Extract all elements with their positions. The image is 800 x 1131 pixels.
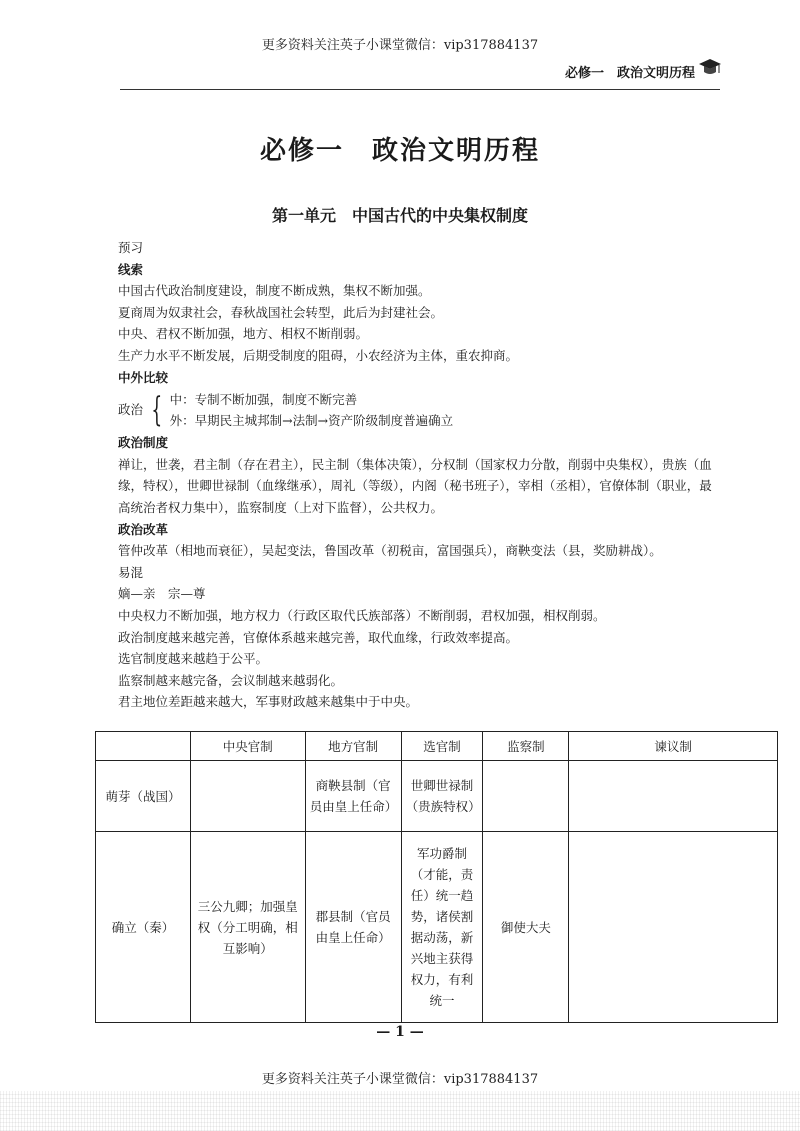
watermark-top: 更多资料关注英子小课堂微信：vip317884137 [261, 38, 539, 53]
clue-line: 中国古代政治制度建设，制度不断成熟，集权不断加强。 [118, 283, 431, 299]
clue-heading: 线索 [118, 261, 144, 277]
confuse-line: 君主地位差距越来越大，军事财政越来越集中于中央。 [118, 694, 419, 710]
reform-text: 管仲改革（相地而衰征），吴起变法，鲁国改革（初税亩，富国强兵），商鞅变法（县，奖励耕战）。 [118, 543, 662, 559]
table-cell: 三公九卿；加强皇权（分工明确，相互影响） [190, 832, 305, 1023]
table-cell: 御使大夫 [483, 832, 569, 1023]
table-header-row [96, 732, 778, 761]
watermark-bottom: 更多资料关注英子小课堂微信：vip317884137 [261, 1072, 539, 1087]
table-cell: 确立（秦） [96, 832, 191, 1023]
page-number: — 1 — [376, 1024, 424, 1040]
confuse-line: 政治制度越来越完善，官僚体系越来越完善，取代血缘，行政效率提高。 [118, 629, 519, 645]
compare-heading: 中外比较 [118, 369, 169, 385]
clue-line: 中央、君权不断加强，地方、相权不断削弱。 [118, 326, 369, 342]
page-title: 必修一 政治文明历程 [259, 136, 540, 166]
table-cell [569, 761, 778, 832]
table-row [96, 832, 778, 1023]
clue-line: 生产力水平不断发展，后期受制度的阻碍，小农经济为主体，重农抑商。 [118, 347, 519, 363]
brace-icon: { [151, 390, 163, 431]
clue-line: 夏商周为奴隶社会，春秋战国社会转型，此后为封建社会。 [118, 304, 444, 320]
table-cell [483, 761, 569, 832]
table-header-cell: 中央官制 [190, 732, 305, 761]
confuse-line: 中央权力不断加强，地方权力（行政区取代氏族部落）不断削弱，君权加强，相权削弱。 [118, 607, 606, 623]
reform-heading: 政治改革 [118, 521, 169, 537]
table-cell: 商鞅县制（官员由皇上任命） [305, 761, 401, 832]
system-heading: 政治制度 [118, 435, 169, 451]
compare-line: 中：专制不断加强，制度不断完善 [169, 392, 358, 408]
system-table [95, 731, 778, 1023]
confuse-line: 选官制度越来越趋于公平。 [118, 651, 269, 667]
body-text [118, 237, 718, 713]
table-cell: 萌芽（战国） [96, 761, 191, 832]
table-cell: 世卿世禄制（贵族特权） [401, 761, 483, 832]
table-header-cell [96, 732, 191, 761]
compare-line: 外：早期民主城邦制→法制→资产阶级制度普遍确立 [169, 413, 454, 429]
confuse-line: 监察制越来越完备，会议制越来越弱化。 [118, 672, 344, 688]
table-header-cell: 监察制 [483, 732, 569, 761]
table-row [96, 761, 778, 832]
compare-brace-block [118, 388, 718, 432]
table-cell: 郡县制（官员由皇上任命） [305, 832, 401, 1023]
preview-label: 预习 [118, 240, 144, 255]
table-cell [569, 832, 778, 1023]
table-header-cell: 地方官制 [305, 732, 401, 761]
compare-label: 政治 [118, 402, 144, 418]
running-header: 必修一 政治文明历程 [564, 66, 695, 81]
confuse-heading: 易混 [118, 564, 144, 580]
graduation-cap-icon [698, 56, 722, 78]
header-rule [120, 89, 720, 90]
scan-noise [0, 1091, 800, 1131]
unit-title: 第一单元 中国古代的中央集权制度 [271, 206, 528, 225]
table-cell: 军功爵制（才能，责任）统一趋势，诸侯割据动荡，新兴地主获得权力，有利统一 [401, 832, 483, 1023]
system-text: 禅让，世袭，君主制（存在君主），民主制（集体决策），分权制（国家权力分散，削弱中央集权），贵族（血缘，特权），世卿世禄制（血缘继承），周礼（等级），内阁（秘书班子），宰相（丞相），官僚体制（职业，最高统治者权力集中），监察制度（上对下监督），公共权力。 [118, 456, 712, 515]
confuse-line: 嫡—亲 宗—尊 [118, 586, 206, 602]
table-header-cell: 谏议制 [569, 732, 778, 761]
table-header-cell: 选官制 [401, 732, 483, 761]
table-cell [190, 761, 305, 832]
